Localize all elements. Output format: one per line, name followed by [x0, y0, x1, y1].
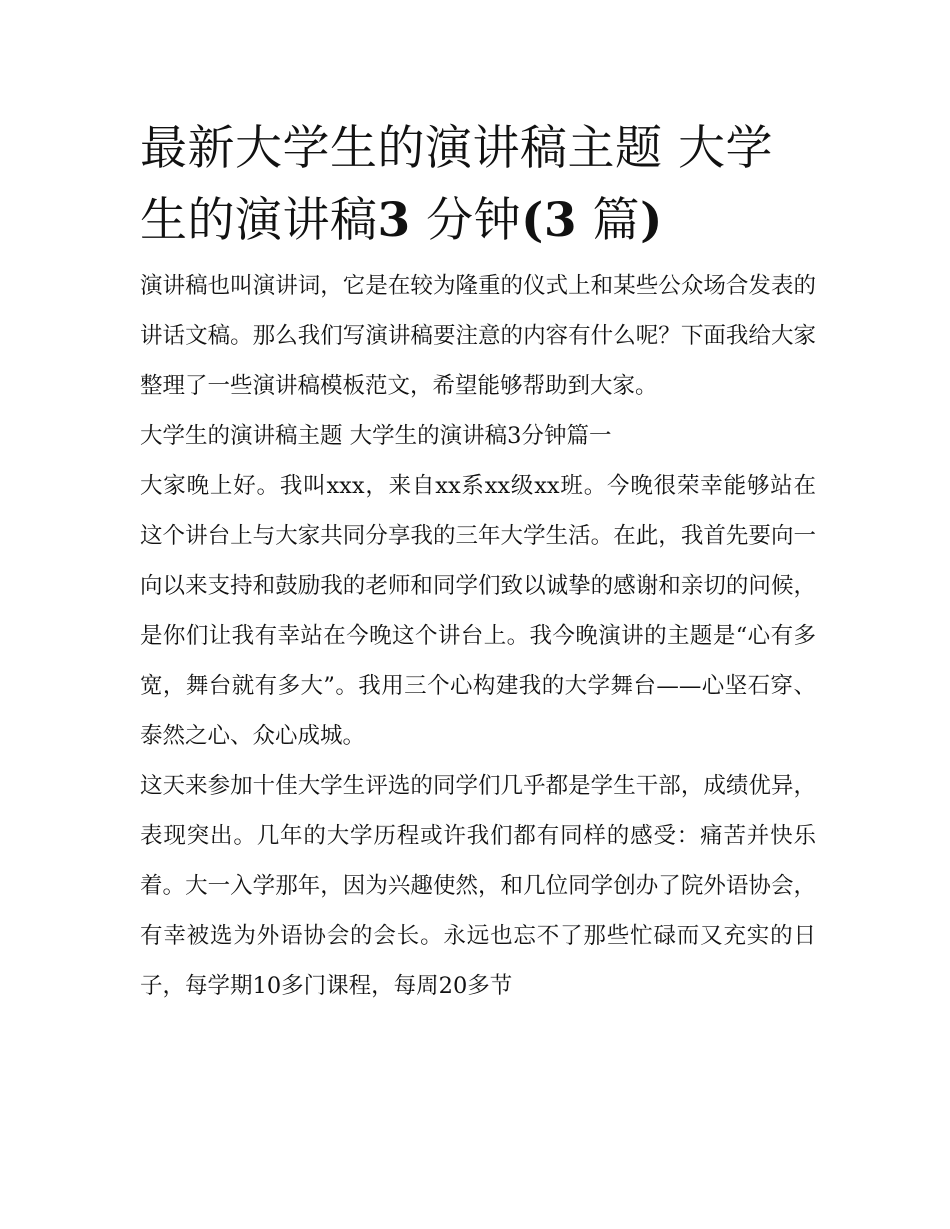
title-line-2: 生的演讲稿3 分钟(3 篇) — [140, 193, 663, 248]
body-paragraph-1: 大家晚上好。我叫xxx，来自xx系xx级xx班。今晚很荣幸能够站在这个讲台上与大家共同分享我的三年大学生活。在此，我首先要向一向以来支持和鼓励我的老师和同学们致以诚挚的感谢和亲切的问候，是你们让我有幸站在今晚这个讲台上。我今晚演讲的主题是“心有多宽，舞台就有多大”。我用三个心构建我的大学舞台——心坚石穿、泰然之心、众心成城。 — [140, 473, 816, 749]
section-heading: 大学生的演讲稿主题 大学生的演讲稿3分钟篇一 — [140, 423, 612, 449]
title-line-1: 最新大学生的演讲稿主题 大学 — [140, 121, 773, 176]
document-page — [140, 113, 816, 1011]
body-paragraph-2: 这天来参加十佳大学生评选的同学们几乎都是学生干部，成绩优异，表现突出。几年的大学历程或许我们都有同样的感受：痛苦并快乐着。大一入学那年，因为兴趣使然，和几位同学创办了院外语协会，有幸被选为外语协会的会长。永远也忘不了那些忙碌而又充实的日子，每学期10多门课程，每周20多节 — [140, 773, 816, 999]
document-title — [140, 113, 816, 257]
intro-paragraph: 演讲稿也叫演讲词，它是在较为隆重的仪式上和某些公众场合发表的讲话文稿。那么我们写演讲稿要注意的内容有什么呢？下面我给大家整理了一些演讲稿模板范文，希望能够帮助到大家。 — [140, 273, 816, 399]
